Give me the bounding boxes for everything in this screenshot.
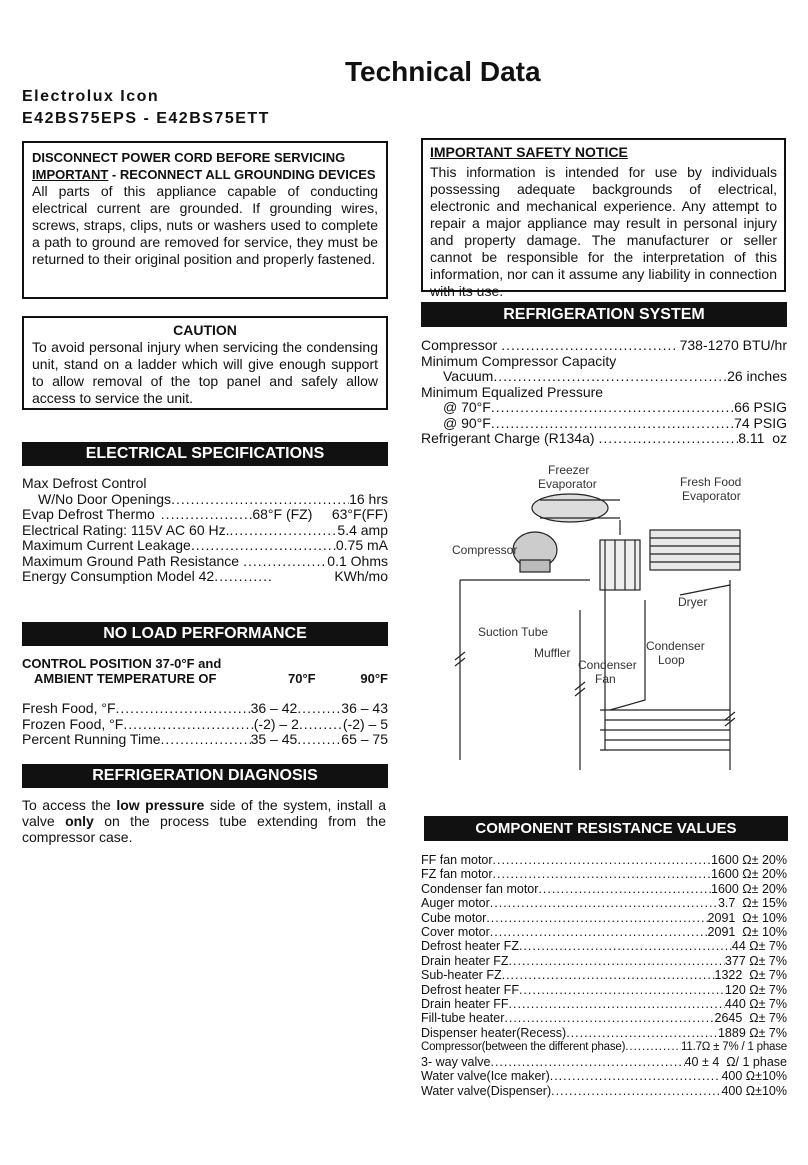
ambient-label: AMBIENT TEMPERATURE OF [34,671,217,686]
table-row: Fill-tube heater ..... 2645 Ω± 7% [421,1011,787,1025]
table-row: Defrost heater FF ..... 120 Ω± 7% [421,983,787,997]
col-90f: 90°F [360,671,388,686]
table-row: Defrost heater FZ ..... 44 Ω± 7% [421,939,787,953]
table-row: Compressor(between the different phase) ..... 11.7Ω ± 7% / 1 phase [421,1040,787,1054]
spec-row: @ 70°F ..... 66 PSIG [421,400,787,416]
spec-row: Energy Consumption Model 42 ..... KWh/mo [22,569,388,585]
model-numbers: E42BS75EPS - E42BS75ETT [22,110,270,127]
condenser-unit [600,540,640,590]
table-row: Frozen Food, °F ..... (-2) – 2 ..... (-2) – 5 [22,717,388,733]
label-condenser-fan: Condenser [578,658,637,672]
col-70f: 70°F [288,671,316,686]
electrical-heading: ELECTRICAL SPECIFICATIONS [22,442,388,466]
label-compressor: Compressor [452,543,518,557]
label-loop: Loop [658,653,685,667]
disconnect-body: All parts of this appliance capable of conducting electrical current are grounded. If grounding wires, screws, straps, clips, nuts or washers used to complete a path to ground are removed for service, they must be returned to their original position and properly fastened. [32,183,378,267]
safety-notice [421,138,786,299]
reconnect-text: - RECONNECT ALL GROUNDING DEVICES [108,167,376,182]
diagnosis-body: To access the low pressure side of the system, install a valve only on the process tube extending from the compressor case. [22,797,386,845]
label-dryer: Dryer [678,595,708,609]
table-row: Cube motor ..... 2091 Ω± 10% [421,911,787,925]
diagnosis-heading: REFRIGERATION DIAGNOSIS [22,764,388,788]
condenser-loop [600,710,730,750]
important-label: IMPORTANT [32,167,109,182]
table-row: Water valve(Ice maker) ..... 400 Ω±10% [421,1069,787,1083]
table-row: Percent Running Time ..... 35 – 45 ..... 65 – 75 [22,732,388,748]
table-row: Cover motor ..... 2091 Ω± 10% [421,925,787,939]
spec-row: Minimum Compressor Capacity [421,352,617,369]
table-row: FF fan motor ..... 1600 Ω± 20% [421,853,787,867]
table-row: Auger motor ..... 3.7 Ω± 15% [421,896,787,910]
label-freezer: Freezer [548,463,590,477]
table-row: Sub-heater FZ ..... 1322 Ω± 7% [421,968,787,982]
spec-row: Vacuum ..... 26 inches [421,369,787,385]
component-table [421,853,787,1098]
spec-row: Maximum Current Leakage ..... 0.75 mA [22,538,388,554]
disconnect-heading: DISCONNECT POWER CORD BEFORE SERVICING [32,150,346,165]
table-row: Drain heater FF ..... 440 Ω± 7% [421,997,787,1011]
caution-body: To avoid personal injury when servicing the condensing unit, stand on a ladder which will give enough support to allow removal of the top panel and safely allow access to service the unit. [32,339,378,406]
label-fresh-food: Fresh Food [680,475,742,489]
disconnect-notice [22,141,388,299]
caution-notice [22,316,388,410]
label-fan: Fan [595,672,616,686]
label-suction-tube: Suction Tube [478,625,549,639]
table-row: FZ fan motor ..... 1600 Ω± 20% [421,867,787,881]
refrigeration-heading: REFRIGERATION SYSTEM [421,302,787,327]
spec-row: Evap Defrost Thermo ..... 68°F (FZ) 63°F(FF) [22,507,388,523]
electrical-specs [22,476,388,585]
spec-row: Compressor ..... 738-1270 BTU/hr [421,338,787,354]
spec-row: Refrigerant Charge (R134a) ..... 8.11 oz [421,431,787,447]
spec-row: @ 90°F ..... 74 PSIG [421,416,787,432]
spec-row: W/No Door Openings ..... 16 hrs [22,492,388,508]
refrigeration-diagram [430,460,790,780]
table-row: Condenser fan motor ..... 1600 Ω± 20% [421,882,787,896]
table-row: 3- way valve ..... 40 ± 4 Ω/ 1 phase [421,1055,787,1069]
safety-heading: IMPORTANT SAFETY NOTICE [430,144,628,160]
spec-row: Electrical Rating: 115V AC 60 Hz. ..... 5.4 amp [22,523,388,539]
control-position: CONTROL POSITION 37-0°F and [22,656,222,671]
fresh-evaporator [650,530,740,570]
label-evaporator: Evaporator [538,477,597,491]
refrigeration-specs [421,338,787,447]
label-muffler: Muffler [534,646,571,660]
components-heading: COMPONENT RESISTANCE VALUES [424,816,788,841]
noload-table [22,701,388,748]
page-title: Technical Data [345,56,541,87]
noload-header [22,656,388,686]
table-row: Drain heater FZ ..... 377 Ω± 7% [421,954,787,968]
brand-name: Electrolux Icon [22,88,160,105]
table-row: Dispenser heater(Recess) ..... 1889 Ω± 7% [421,1026,787,1040]
safety-body: This information is intended for use by individuals possessing adequate backgrounds of electrical, electronic and mechanical experience. Any attempt to repair a major appliance may result in personal injury and property damage. The manufacturer or seller cannot be responsible for the interpretation of this information, nor can it assume any liability in connection with its use. [430,164,777,299]
label-condenser-loop: Condenser [646,639,705,653]
spec-row: Max Defrost Control [22,475,147,491]
reconnect-heading [32,166,378,183]
spec-row: Maximum Ground Path Resistance ..... 0.1 Ohms [22,554,388,570]
label-ff-evaporator: Evaporator [682,489,741,503]
caution-heading: CAUTION [173,322,237,338]
noload-heading: NO LOAD PERFORMANCE [22,622,388,646]
spec-row: Minimum Equalized Pressure [421,383,604,400]
table-row: Water valve(Dispenser) ..... 400 Ω±10% [421,1084,787,1098]
table-row: Fresh Food, °F ..... 36 – 42 ..... 36 – 43 [22,701,388,717]
